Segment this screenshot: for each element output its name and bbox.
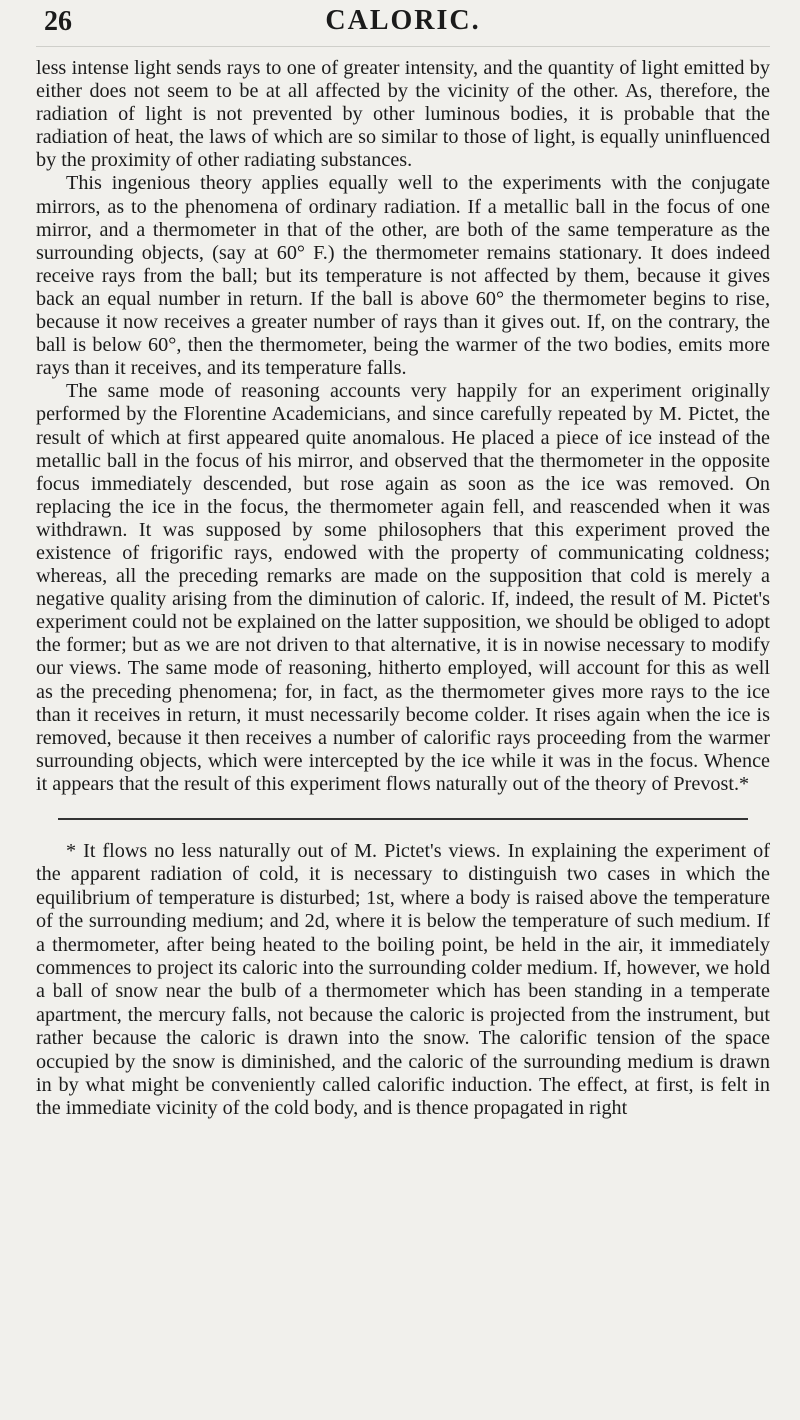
footnote-divider	[58, 818, 748, 820]
paragraph: less intense light sends rays to one of greater intensity, and the quantity of light emitted by either does not seem to be at all affected by the vicinity of the other. As, therefore, the radiation of light is not prevented by other luminous bodies, it is probable that the radiation of heat, the laws of which are so similar to those of light, is equally uninfluenced by the proximity of other radiating substances.	[36, 57, 770, 172]
running-title: CALORIC.	[325, 5, 481, 36]
footnote: * It flows no less naturally out of M. Pictet's views. In explaining the experiment of the apparent radiation of cold, it is necessary to distinguish two cases in which the equilibrium of temperature is disturbed; 1st, where a body is raised above the temperature of the surrounding medium; and 2d, where it is below the temperature of such medium. If a thermometer, after being heated to the boiling point, be held in the air, it immediately commences to project its caloric into the surrounding colder medium. If, however, we hold a ball of snow near the bulb of a thermometer which has been standing in a temperate apartment, the mercury falls, not because the caloric is projected from the instrument, but rather because the caloric is drawn into the snow. The calorific tension of the space occupied by the snow is diminished, and the caloric of the surrounding medium is drawn in by what might be conveniently called calorific induction. The effect, at first, is felt in the immediate vicinity of the cold body, and is thence propagated in right	[36, 840, 770, 1120]
running-head	[36, 0, 770, 47]
body-text	[36, 57, 770, 796]
paragraph: The same mode of reasoning accounts very happily for an experiment originally performed by the Florentine Academicians, and since carefully repeated by M. Pictet, the result of which at first appeared quite anomalous. He placed a piece of ice instead of the metallic ball in the focus of his mirror, and observed that the thermometer in the opposite focus immediately descended, but rose again as soon as the ice was removed. On replacing the ice in the focus, the thermometer again fell, and reascended when it was withdrawn. It was supposed by some philosophers that this experiment proved the existence of frigorific rays, endowed with the property of communicating coldness; whereas, all the preceding remarks are made on the supposition that cold is merely a negative quality arising from the diminution of caloric. If, indeed, the result of M. Pictet's experiment could not be explained on the latter supposition, we should be obliged to adopt the former; but as we are not driven to that alternative, it is in nowise necessary to modify our views. The same mode of reasoning, hitherto employed, will account for this as well as the preceding phenomena; for, in fact, as the thermometer gives more rays to the ice than it receives in return, it must necessarily become colder. It rises again when the ice is removed, because it then receives a number of calorific rays proceeding from the warmer surrounding objects, which were intercepted by the ice while it was in the focus. Whence it appears that the result of this experiment flows naturally out of the theory of Prevost.*	[36, 380, 770, 795]
paragraph: This ingenious theory applies equally well to the experiments with the conjugate mirrors, as to the phenomena of ordinary radiation. If a metallic ball in the focus of one mirror, and a thermometer in that of the other, are both of the same temperature as the surrounding objects, (say at 60° F.) the thermometer remains stationary. It does indeed receive rays from the ball; but its temperature is not affected by them, because it gives back an equal number in return. If the ball is above 60° the thermometer begins to rise, because it now receives a greater number of rays than it gives out. If, on the contrary, the ball is below 60°, then the thermometer, being the warmer of the two bodies, emits more rays than it receives, and its temperature falls.	[36, 172, 770, 380]
page-number: 26	[44, 6, 72, 37]
